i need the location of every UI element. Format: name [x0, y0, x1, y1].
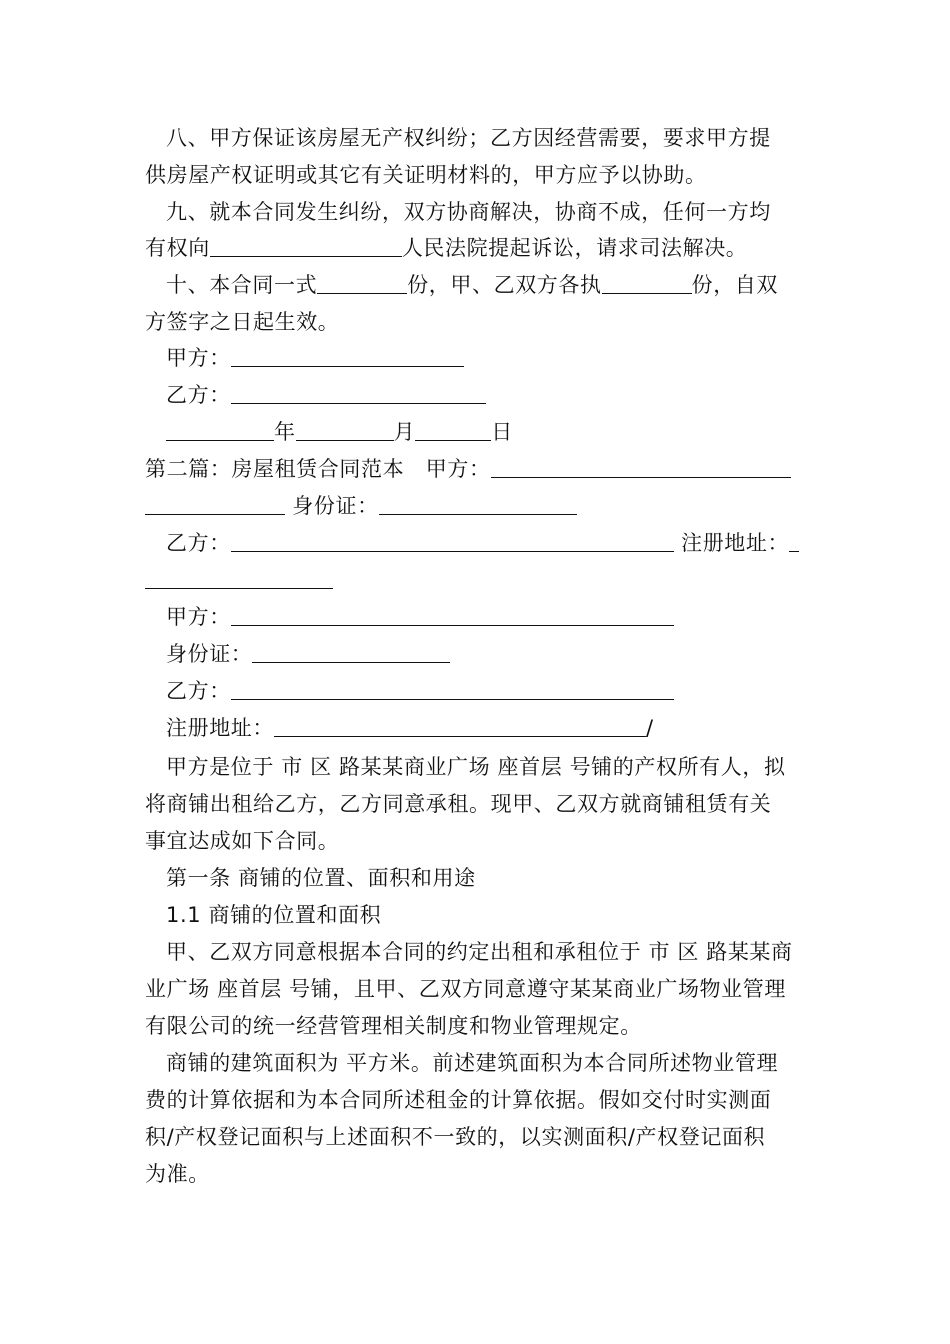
- clause-8-line-2: [145, 161, 707, 189]
- label: 身份证：: [292, 494, 379, 518]
- date-line: [166, 418, 513, 446]
- paragraph-line: [145, 827, 339, 855]
- day-blank: [415, 420, 491, 441]
- paragraph-line: [166, 753, 786, 781]
- copies-blank: [317, 273, 407, 294]
- month-blank: [296, 420, 394, 441]
- year-blank: [166, 420, 274, 441]
- party-a-blank: [491, 457, 791, 478]
- text-run: 供房屋产权证明或其它有关证明材料的，甲方应予以协助。: [145, 163, 707, 187]
- text-run: 费的计算依据和为本合同所述租金的计算依据。假如交付时实测面: [145, 1088, 772, 1112]
- text-run: 甲方是位于 市 区 路某某商业广场 座首层 号铺的产权所有人，拟: [166, 755, 786, 779]
- label: 甲方：: [166, 605, 231, 629]
- label: 乙方：: [166, 531, 231, 555]
- clause-10-line-1: [166, 271, 778, 299]
- label: 乙方：: [166, 383, 231, 407]
- text-run: 八、甲方保证该房屋无产权纠纷；乙方因经营需要，要求甲方提: [166, 126, 771, 150]
- clause-9-line-2: [145, 234, 747, 262]
- label: 注册地址：: [681, 531, 790, 555]
- id-line: [145, 492, 577, 520]
- paragraph-line: [166, 1049, 778, 1077]
- copies-each-blank: [602, 273, 692, 294]
- subsection-heading: [166, 901, 381, 929]
- text-run: 月: [393, 420, 416, 444]
- party-b-blank: [231, 679, 674, 700]
- label: 注册地址：: [166, 716, 274, 740]
- party-a-line: [166, 603, 674, 631]
- text-run: 商铺的建筑面积为 平方米。前述建筑面积为本合同所述物业管理: [166, 1051, 779, 1075]
- text-run: 第一条 商铺的位置、面积和用途: [166, 866, 476, 890]
- party-a-blank: [231, 346, 464, 367]
- text-run: 积/产权登记面积与上述面积不一致的，以实测面积/产权登记面积: [145, 1125, 766, 1149]
- text-run: 事宜达成如下合同。: [145, 829, 340, 853]
- address-blank: [274, 716, 646, 737]
- text-run: 份，自双: [691, 273, 779, 297]
- blank: [145, 494, 285, 515]
- label: 身份证：: [166, 642, 253, 666]
- text-run: 业广场 座首层 号铺，且甲、乙双方同意遵守某某商业广场物业管理: [145, 977, 786, 1001]
- text-run: 甲、乙双方同意根据本合同的约定出租和承租位于 市 区 路某某商: [166, 940, 793, 964]
- court-blank: [210, 236, 402, 257]
- id-blank: [379, 494, 577, 515]
- blank: [789, 531, 799, 552]
- text-run: 1.1 商铺的位置和面积: [166, 903, 382, 927]
- paragraph-line: [166, 938, 793, 966]
- text-run: 九、就本合同发生纠纷，双方协商解决，协商不成，任何一方均: [166, 200, 771, 224]
- address-line: [166, 714, 654, 742]
- text-run: 有限公司的统一经营管理相关制度和物业管理规定。: [145, 1014, 642, 1038]
- party-b-blank: [231, 383, 486, 404]
- paragraph-line: [145, 1123, 765, 1151]
- party-a-signature-line: [166, 344, 464, 372]
- label: 乙方：: [166, 679, 231, 703]
- text-run: 十、本合同一式: [166, 273, 318, 297]
- paragraph-line: [145, 1012, 642, 1040]
- paragraph-line: [145, 790, 771, 818]
- clause-10-line-2: [145, 308, 339, 336]
- section-heading: 第二篇：房屋租赁合同范本 甲方：: [145, 457, 491, 481]
- clause-9-line-1: [166, 198, 771, 226]
- text-run: 人民法院提起诉讼，请求司法解决。: [401, 236, 748, 260]
- text-run: /: [646, 716, 654, 740]
- clause-8-line-1: [166, 124, 771, 152]
- text-run: 方签字之日起生效。: [145, 310, 340, 334]
- text-run: 有权向: [145, 236, 210, 260]
- party-b-signature-line: [166, 381, 486, 409]
- text-run: 份，甲、乙双方各执: [407, 273, 602, 297]
- id-blank: [252, 642, 450, 663]
- address-continuation-line: [145, 566, 333, 594]
- paragraph-line: [145, 975, 786, 1003]
- id-line: [166, 640, 450, 668]
- text-run: 年: [274, 420, 296, 444]
- text-run: 将商铺出租给乙方，乙方同意承租。现甲、乙双方就商铺租赁有关: [145, 792, 772, 816]
- party-a-blank: [231, 605, 674, 626]
- article-heading: [166, 864, 476, 892]
- address-blank: [145, 568, 333, 589]
- text-run: 日: [491, 420, 513, 444]
- paragraph-line: [145, 1086, 771, 1114]
- label: 甲方：: [166, 346, 231, 370]
- party-b-address-line: [166, 529, 799, 557]
- section-heading-line: [145, 455, 791, 483]
- text-run: 为准。: [145, 1162, 210, 1186]
- paragraph-line: [145, 1160, 210, 1188]
- party-b-blank: [231, 531, 674, 552]
- party-b-line: [166, 677, 674, 705]
